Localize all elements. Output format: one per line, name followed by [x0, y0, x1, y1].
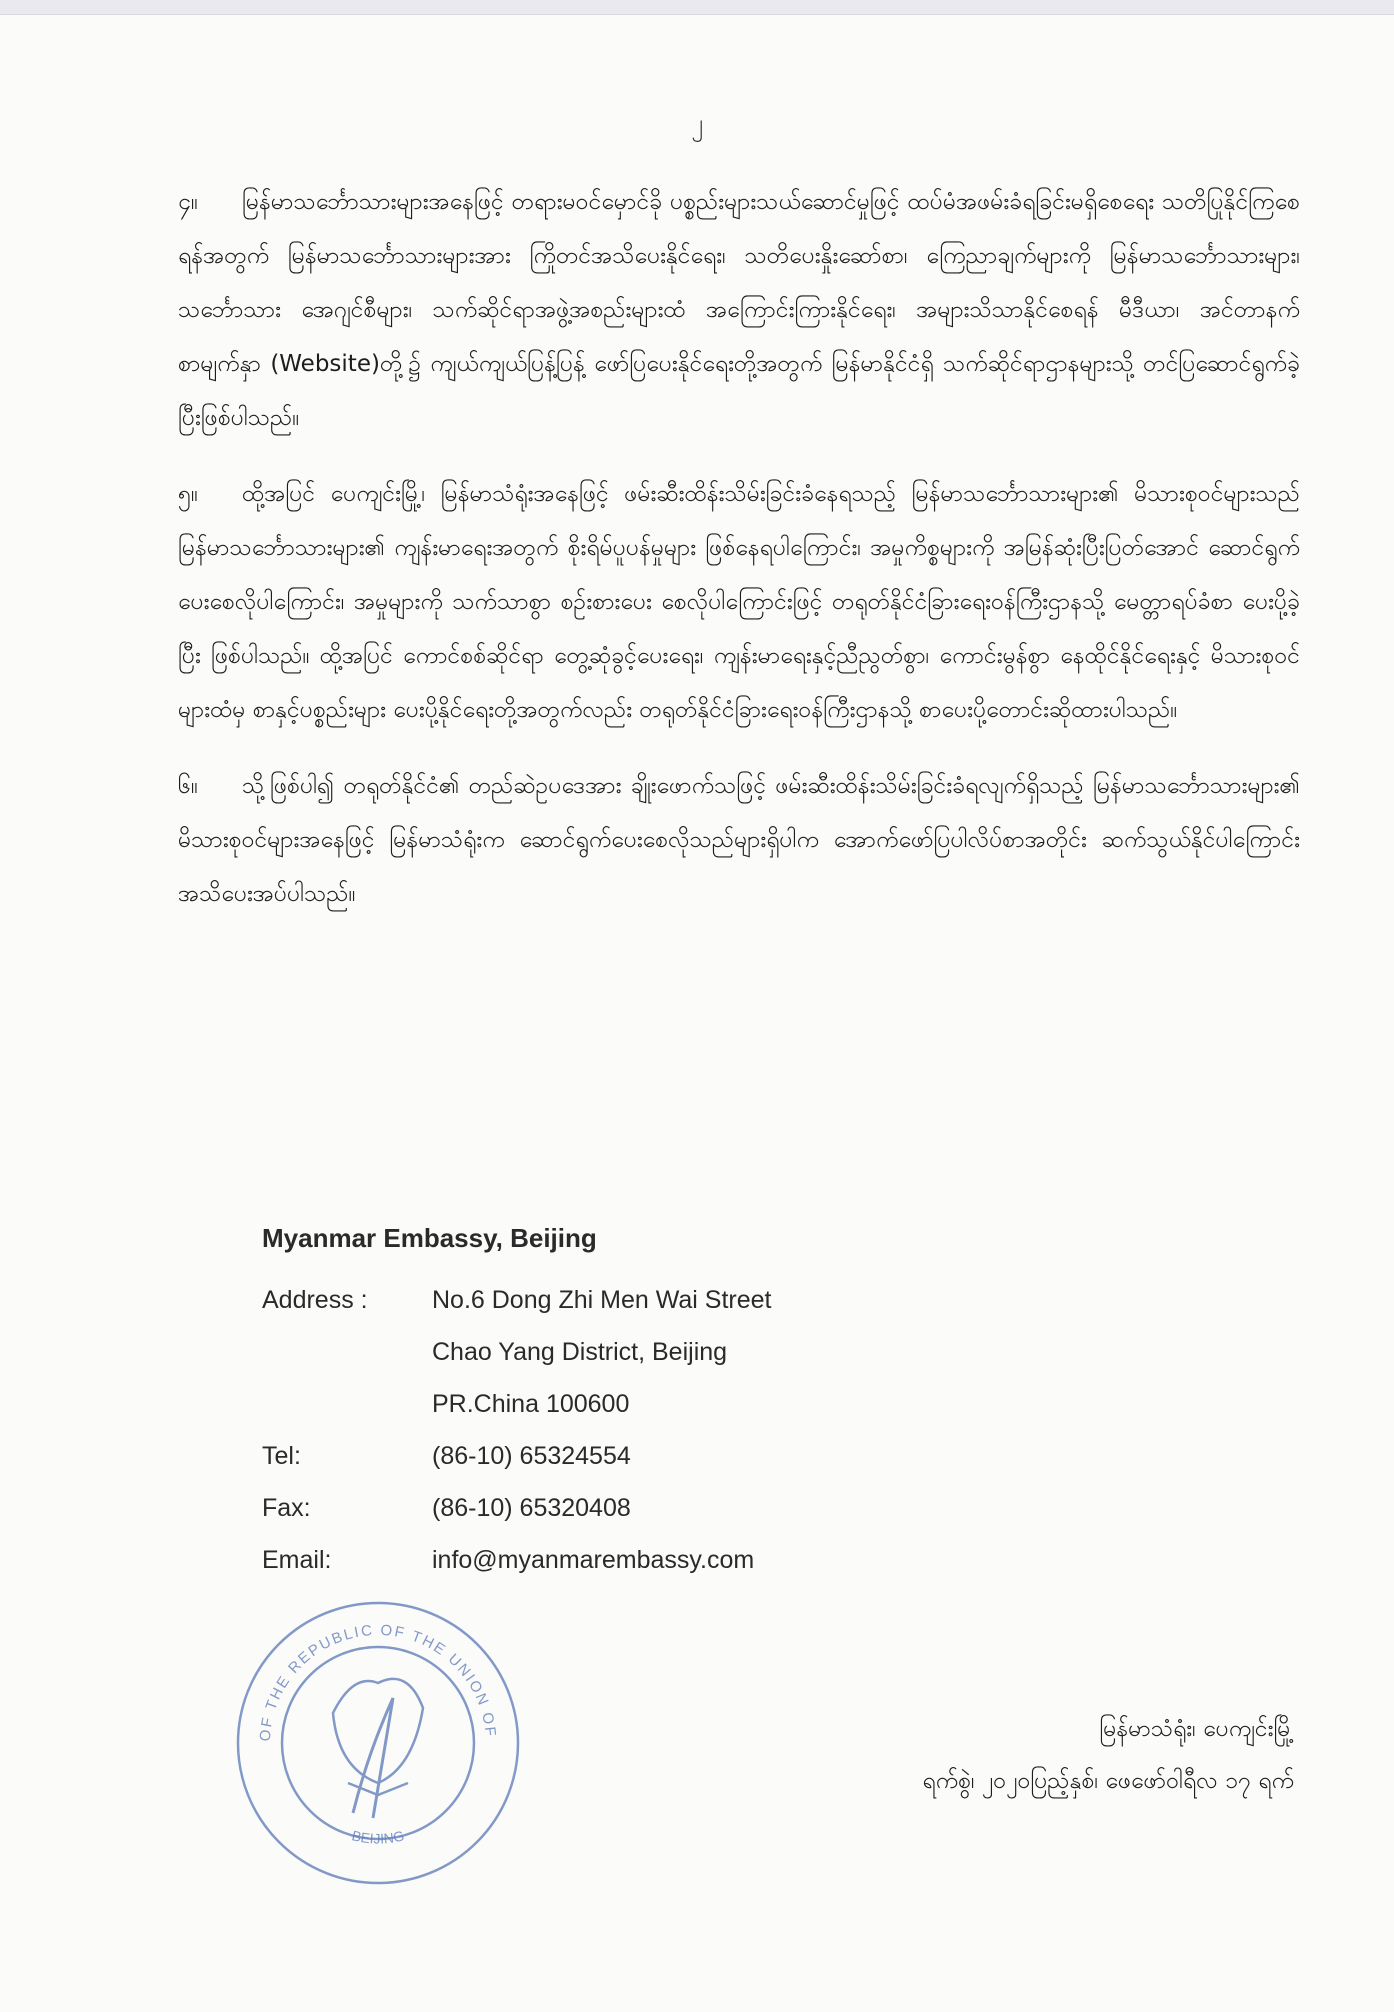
embassy-name: Myanmar Embassy, Beijing [262, 1223, 597, 1253]
paragraph-text: သို့ဖြစ်ပါ၍ တရုတ်နိုင်ငံ၏ တည်ဆဲဥပဒေအား ချိုးဖောက်သဖြင့် ဖမ်းဆီးထိန်းသိမ်းခြင်းခံရလျက်ရှိသည့် မြန်မာသင်္ဘောသားများ၏ မိသားစုဝင်များအနေဖြင့် မြန်မာသံရုံးက ဆောင်ရွက်ပေးစေလိုသည်များရှိပါက အောက်ဖော်ပြပါလိပ်စာအတိုင်း ဆက်သွယ်နိုင်ပါကြောင်း အသိပေးအပ်ပါသည်။ [178, 773, 1300, 907]
email-label: Email: [262, 1546, 332, 1574]
address-label: Address : [262, 1286, 368, 1314]
letter-body [178, 175, 1300, 943]
address-line: No.6 Dong Zhi Men Wai Street [432, 1286, 772, 1314]
tel-row [262, 1430, 892, 1482]
paragraph-5 [178, 467, 1300, 737]
page-number: ၂ [691, 109, 703, 137]
signature-office: မြန်မာသံရုံး၊ ပေကျင်းမြို့ [1099, 1716, 1294, 1742]
paragraph-text: ထို့အပြင် ပေကျင်းမြို့၊ မြန်မာသံရုံးအနေဖြင့် ဖမ်းဆီးထိန်းသိမ်းခြင်းခံနေရသည့် မြန်မာသင်္ဘောသားများ၏ မိသားစုဝင်များသည် မြန်မာသင်္ဘောသားများ၏ ကျန်းမာရေးအတွက် စိုးရိမ်ပူပန်မှုများ ဖြစ်နေရပါကြောင်း၊ အမှုကိစ္စများကို အမြန်ဆုံးပြီးပြတ်အောင် ဆောင်ရွက်ပေးစေလိုပါကြောင်း၊ အမှုများကို သက်သာစွာ စဉ်းစားပေး စေလိုပါကြောင်းဖြင့် တရုတ်နိုင်ငံခြားရေးဝန်ကြီးဌာနသို့ မေတ္တာရပ်ခံစာ ပေးပို့ခဲ့ပြီး ဖြစ်ပါသည်။ ထို့အပြင် ကောင်စစ်ဆိုင်ရာ တွေ့ဆုံခွင့်ပေးရေး၊ ကျန်းမာရေးနှင့်ညီညွတ်စွာ၊ ကောင်းမွန်စွာ နေထိုင်နိုင်ရေးနှင့် မိသားစုဝင်များထံမှ စာနှင့်ပစ္စည်းများ ပေးပို့နိုင်ရေးတို့အတွက်လည်း တရုတ်နိုင်ငံခြားရေးဝန်ကြီးဌာနသို့ စာပေးပို့တောင်းဆိုထားပါသည်။ [178, 481, 1300, 723]
seal-icon [228, 1593, 528, 1893]
address-row [262, 1378, 892, 1430]
paragraph-number: ၆။ [178, 773, 198, 799]
svg-text:BEIJING [350, 1827, 405, 1846]
fax-value: (86-10) 65320408 [432, 1494, 631, 1522]
paragraph-6 [178, 759, 1300, 921]
embassy-contact-block [262, 1223, 892, 1586]
svg-text:EMBASSY OF THE REPUBLIC OF THE [228, 1593, 499, 1744]
paragraph-number: ၄။ [178, 189, 198, 215]
address-line: PR.China 100600 [432, 1390, 630, 1418]
embassy-seal [228, 1593, 528, 1893]
signature-date: ရက်စွဲ၊ ၂၀၂၀ပြည့်နှစ်၊ ဖေဖော်ဝါရီလ ၁၇ ရက် [922, 1768, 1294, 1794]
email-value: info@myanmarembassy.com [432, 1546, 755, 1574]
seal-ring-text: OF THE REPUBLIC OF THE UNION OF [256, 1621, 499, 1742]
tel-label: Tel: [262, 1442, 301, 1470]
email-row [262, 1534, 892, 1586]
fax-label: Fax: [262, 1494, 311, 1522]
signature-block [922, 1703, 1294, 1807]
document-page [0, 14, 1394, 2012]
paragraph-text: မြန်မာသင်္ဘောသားများအနေဖြင့် တရားမဝင်မှောင်ခို ပစ္စည်းများသယ်ဆောင်မှုဖြင့် ထပ်မံအဖမ်းခံရခြင်းမရှိစေရေး သတိပြုနိုင်ကြစေရန်အတွက် မြန်မာသင်္ဘောသားများအား ကြိုတင်အသိပေးနိုင်ရေး၊ သတိပေးနှိုးဆော်စာ၊ ကြေညာချက်များကို မြန်မာသင်္ဘောသားများ၊ သင်္ဘောသား အေဂျင်စီများ၊ သက်ဆိုင်ရာအဖွဲ့အစည်းများထံ အကြောင်းကြားနိုင်ရေး၊ အများသိသာနိုင်စေရန် မီဒီယာ၊ အင်တာနက်စာမျက်နှာ (Website)တို့၌ ကျယ်ကျယ်ပြန့်ပြန့် ဖော်ပြပေးနိုင်ရေးတို့အတွက် မြန်မာနိုင်ငံရှိ သက်ဆိုင်ရာဌာနများသို့ တင်ပြဆောင်ရွက်ခဲ့ပြီးဖြစ်ပါသည်။ [178, 189, 1300, 431]
paragraph-number: ၅။ [178, 481, 198, 507]
paragraph-4 [178, 175, 1300, 445]
address-row [262, 1274, 892, 1326]
tel-value: (86-10) 65324554 [432, 1442, 631, 1470]
fax-row [262, 1482, 892, 1534]
seal-city-text: BEIJING [350, 1827, 406, 1847]
address-row [262, 1326, 892, 1378]
address-line: Chao Yang District, Beijing [432, 1338, 728, 1366]
